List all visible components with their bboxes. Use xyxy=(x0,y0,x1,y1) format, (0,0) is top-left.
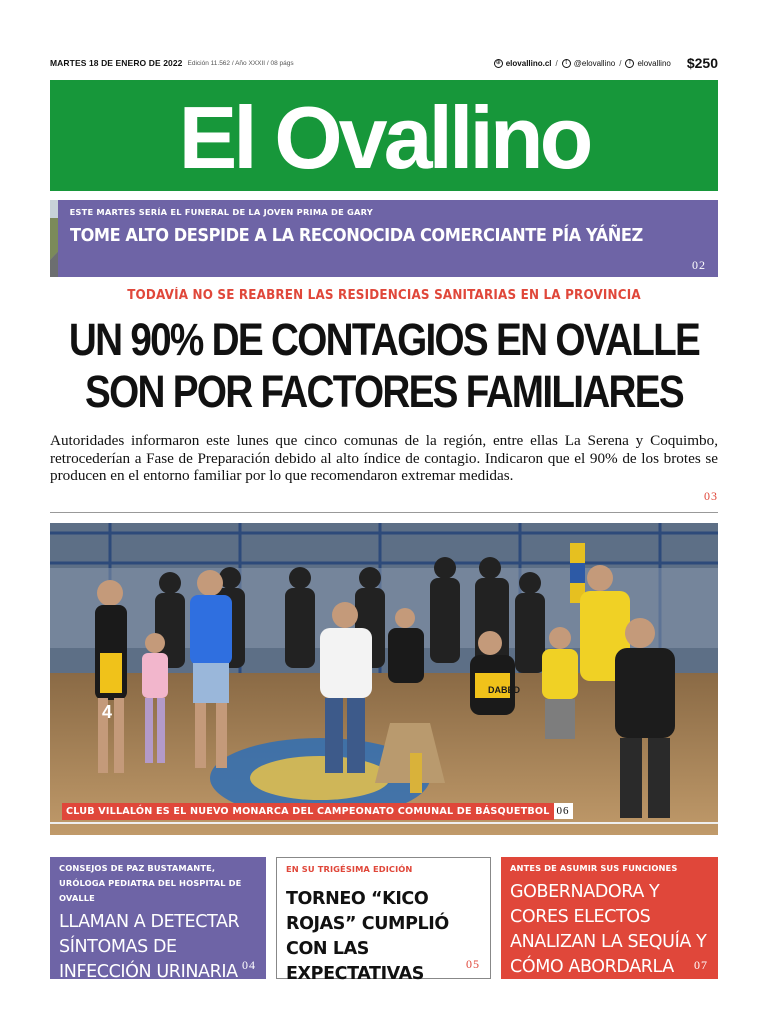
main-lead-paragraph: Autoridades informaron este lunes que cinco comunas de la región, entre ellas La Serena y Coquimbo, retrocederían a Fase de Preparación debido al alto índice de contagio. Indicaron que el 90% de los brotes se producen en el entorno familiar por lo que recomendaron extremar medidas. xyxy=(50,432,718,484)
team-photo-illustration xyxy=(50,523,718,835)
twitter-icon: t xyxy=(562,59,571,68)
main-headline-line-2: SON POR FACTORES FAMILIARES xyxy=(85,366,683,417)
highway-photo-illustration xyxy=(50,200,58,277)
box-headline: GOBERNADORA Y CORES ELECTOS ANALIZAN LA SEQUÍA Y CÓMO ABORDARLA xyxy=(510,882,707,977)
social-links xyxy=(494,55,718,71)
main-headline-line-1: UN 90% DE CONTAGIOS EN OVALLE xyxy=(68,314,700,365)
photo-caption[interactable] xyxy=(62,802,573,820)
divider xyxy=(50,512,718,513)
box-page-number: 07 xyxy=(694,958,708,972)
main-headline[interactable] xyxy=(54,314,714,418)
box-headline: TORNEO “KICO ROJAS” CUMPLIÓ CON LAS EXPECTATIVAS xyxy=(286,889,449,984)
separator: / xyxy=(619,58,622,68)
photo-page-number: 06 xyxy=(554,803,573,819)
main-page-number: 03 xyxy=(704,489,718,503)
facebook-icon: f xyxy=(625,59,634,68)
teaser-kicker: ESTE MARTES SERÍA EL FUNERAL DE LA JOVEN PRIMA DE GARY xyxy=(69,207,373,217)
story-box-kico-rojas[interactable] xyxy=(276,857,491,984)
top-info-bar xyxy=(50,55,718,71)
box-page-number: 04 xyxy=(242,958,256,972)
teaser-text xyxy=(58,200,718,277)
highway-photo xyxy=(50,200,58,277)
website-link[interactable]: elovallino.cl xyxy=(505,58,552,68)
masthead xyxy=(50,80,718,191)
jersey-text: DABED xyxy=(488,685,521,695)
story-box-gobernadora[interactable] xyxy=(501,857,718,979)
web-icon: ⊕ xyxy=(495,60,501,66)
newspaper-logo: El Ovallino xyxy=(178,87,590,187)
facebook-handle[interactable]: elovallino xyxy=(637,58,671,68)
box-kicker: ANTES DE ASUMIR SUS FUNCIONES xyxy=(510,863,678,873)
box-kicker: CONSEJOS DE PAZ BUSTAMANTE, URÓLOGA PEDIATRA DEL HOSPITAL DE OVALLE xyxy=(59,863,242,903)
box-headline: LLAMAN A DETECTAR SÍNTOMAS DE INFECCIÓN URINARIA EN NIÑOS xyxy=(59,912,240,1007)
edition-info: Edición 11.562 / Año XXXII / 08 págs xyxy=(187,60,294,67)
teaser-page-number: 02 xyxy=(692,258,706,272)
story-box-urinary-infection[interactable] xyxy=(50,857,266,1007)
box-kicker: EN SU TRIGÉSIMA EDICIÓN xyxy=(286,864,413,874)
teaser-headline[interactable]: TOME ALTO DESPIDE A LA RECONOCIDA COMERCIANTE PÍA YÁÑEZ xyxy=(69,225,643,246)
basketball-team-photo[interactable] xyxy=(50,523,718,835)
twitter-handle[interactable]: @elovallino xyxy=(573,58,616,68)
teaser-story[interactable] xyxy=(50,200,718,277)
box-page-number: 05 xyxy=(466,957,480,971)
price: $250 xyxy=(686,55,718,71)
main-kicker: TODAVÍA NO SE REABREN LAS RESIDENCIAS SANITARIAS EN LA PROVINCIA xyxy=(127,288,641,303)
issue-date: MARTES 18 DE ENERO DE 2022 xyxy=(50,58,183,68)
photo-caption-text: CLUB VILLALÓN ES EL NUEVO MONARCA DEL CAMPEONATO COMUNAL DE BÁSQUETBOL xyxy=(62,803,554,820)
jersey-number-4: 4 xyxy=(102,702,113,722)
separator: / xyxy=(555,58,558,68)
